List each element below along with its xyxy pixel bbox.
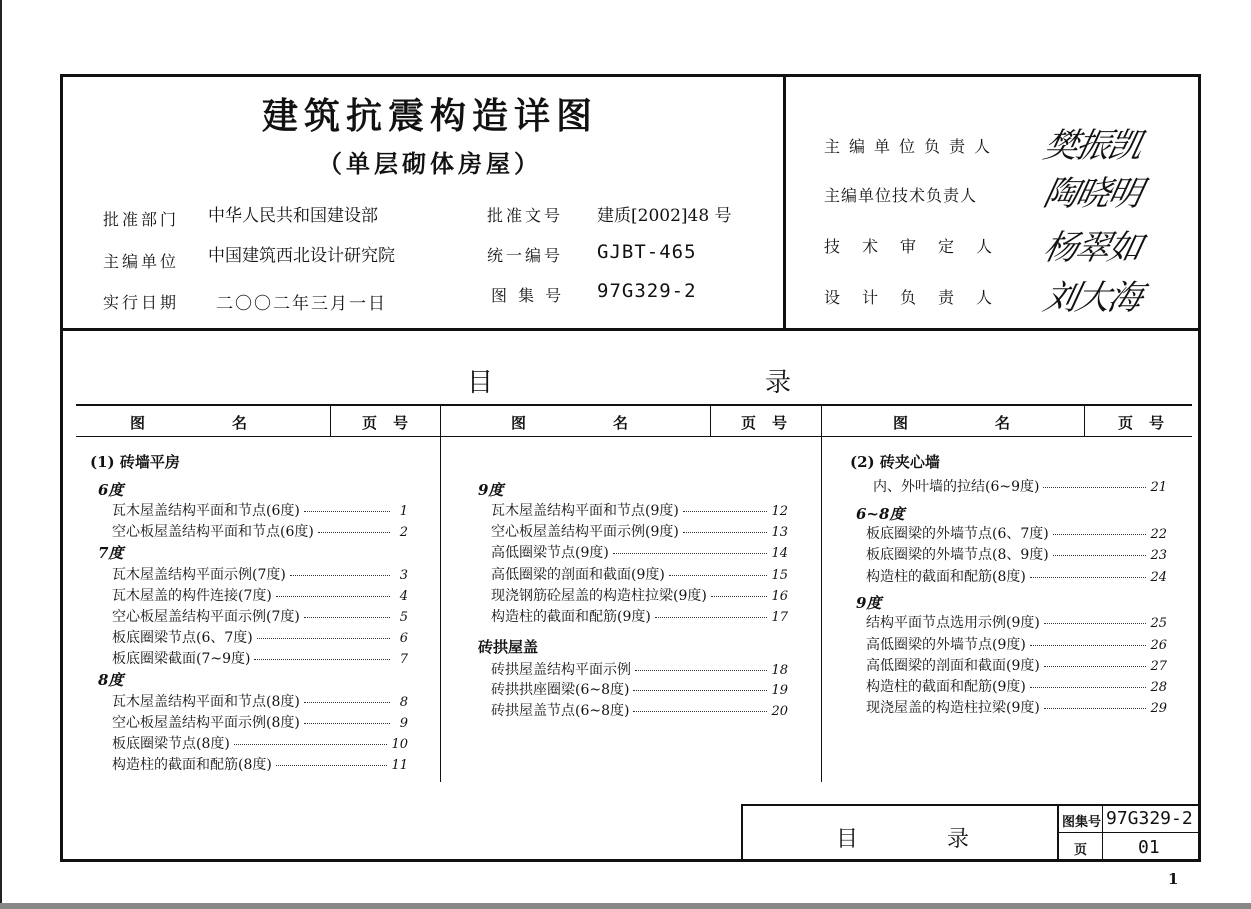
toc-group-label: 9度	[856, 594, 882, 612]
toc-entry[interactable]: 砖拱屋盖结构平面示例 18	[491, 662, 788, 678]
effective-date-value: 二〇〇二年三月一日	[216, 294, 387, 314]
toc-entry[interactable]: 构造柱的截面和配筋(8度) 24	[866, 569, 1167, 585]
unified-no-label: 统一编号	[487, 246, 564, 265]
document-subtitle: （单层砌体房屋）	[318, 149, 542, 178]
approval-doc-label: 批准文号	[487, 206, 564, 225]
toc-entry[interactable]: 构造柱的截面和配筋(9度) 28	[866, 679, 1167, 695]
toc-header-top-rule	[76, 404, 1192, 406]
atlas-no-value: 97G329-2	[597, 280, 697, 302]
toc-section-title: (1) 砖墙平房	[90, 453, 180, 471]
toc-group-label: 8度	[98, 671, 124, 689]
toc-section-title: (2) 砖夹心墙	[850, 453, 940, 471]
signature-role: 主编单位技术负责人	[824, 186, 978, 205]
signature-role: 主编单位负责人	[824, 137, 1000, 156]
handwritten-signature: 杨翠如	[1040, 228, 1145, 268]
title-block-left-rule	[741, 804, 743, 862]
toc-group-label: 7度	[98, 544, 124, 562]
col-header-name: 名	[613, 414, 629, 432]
toc-entry[interactable]: 瓦木屋盖结构平面和节点(8度) 8	[112, 694, 408, 710]
toc-entry[interactable]: 高低圈梁的剖面和截面(9度) 27	[866, 658, 1167, 674]
toc-group-label: 6~8度	[856, 505, 905, 523]
col-header-page: 页	[362, 414, 378, 432]
title-block-page-label: 页	[1074, 843, 1088, 858]
toc-entry[interactable]: 瓦木屋盖结构平面和节点(6度) 1	[112, 503, 408, 519]
col-header-name: 图	[130, 414, 146, 432]
toc-entry[interactable]: 砖拱屋盖节点(6~8度) 20	[491, 703, 788, 719]
handwritten-signature: 刘大海	[1040, 278, 1145, 318]
col-header-name: 图	[893, 414, 909, 432]
toc-header-bottom-rule	[76, 436, 1192, 437]
col-header-page: 号	[772, 414, 788, 432]
column-divider	[330, 405, 331, 436]
toc-entry[interactable]: 空心板屋盖结构平面示例(7度) 5	[112, 609, 408, 625]
title-block-divider	[1057, 804, 1059, 862]
toc-group-label: 6度	[98, 481, 124, 499]
toc-entry[interactable]: 板底圈梁的外墙节点(8、9度) 23	[866, 547, 1167, 563]
footer-page-number: 1	[1168, 870, 1179, 888]
column-divider	[821, 405, 822, 782]
toc-entry[interactable]: 板底圈梁节点(6、7度) 6	[112, 630, 408, 646]
toc-entry[interactable]: 结构平面节点选用示例(9度) 25	[866, 615, 1167, 631]
column-divider	[440, 405, 441, 782]
toc-entry[interactable]: 瓦木屋盖的构件连接(7度) 4	[112, 588, 408, 604]
toc-heading-char: 目	[467, 368, 494, 398]
toc-entry[interactable]: 瓦木屋盖结构平面和节点(9度) 12	[491, 503, 788, 519]
column-divider	[710, 405, 711, 436]
col-header-page: 号	[1149, 414, 1165, 432]
col-header-page: 页	[1118, 414, 1134, 432]
scan-edge	[0, 0, 2, 909]
toc-entry[interactable]: 现浇屋盖的构造柱拉梁(9度) 29	[866, 700, 1167, 716]
toc-entry[interactable]: 高低圈梁的剖面和截面(9度) 15	[491, 567, 788, 583]
toc-entry[interactable]: 内、外叶墙的拉结(6~9度) 21	[873, 479, 1167, 495]
header-divider	[60, 328, 1201, 331]
toc-entry[interactable]: 现浇钢筋砼屋盖的构造柱拉梁(9度) 16	[491, 588, 788, 604]
col-header-name: 名	[995, 414, 1011, 432]
toc-entry[interactable]: 空心板屋盖结构平面和节点(6度) 2	[112, 524, 408, 540]
toc-entry[interactable]: 空心板屋盖结构平面示例(8度) 9	[112, 715, 408, 731]
handwritten-signature: 樊振凯	[1040, 126, 1145, 166]
toc-entry[interactable]: 板底圈梁截面(7~9度) 7	[112, 651, 408, 667]
toc-entry[interactable]: 高低圈梁的外墙节点(9度) 26	[866, 637, 1167, 653]
effective-date-label: 实行日期	[103, 293, 180, 312]
title-block-divider	[1102, 805, 1103, 862]
col-header-page: 号	[393, 414, 409, 432]
title-block-title-char: 目	[836, 827, 859, 852]
toc-group-label: 9度	[478, 481, 504, 499]
title-block-mid-rule	[1057, 832, 1201, 833]
toc-entry[interactable]: 板底圈梁的外墙节点(6、7度) 22	[866, 526, 1167, 542]
toc-entry[interactable]: 空心板屋盖结构平面示例(9度) 13	[491, 524, 788, 540]
toc-heading-char: 录	[765, 368, 792, 398]
approval-dept-value: 中华人民共和国建设部	[208, 206, 378, 226]
title-block-top-rule	[741, 804, 1201, 806]
column-divider	[1084, 405, 1085, 436]
title-block-atlas-label: 图集号	[1062, 815, 1102, 830]
document-title: 建筑抗震构造详图	[261, 95, 598, 137]
toc-entry[interactable]: 瓦木屋盖结构平面示例(7度) 3	[112, 567, 408, 583]
editor-unit-label: 主编单位	[103, 252, 180, 271]
toc-entry[interactable]: 构造柱的截面和配筋(8度) 11	[112, 757, 408, 773]
col-header-name: 名	[232, 414, 248, 432]
toc-entry[interactable]: 构造柱的截面和配筋(9度) 17	[491, 609, 788, 625]
toc-entry[interactable]: 砖拱拱座圈梁(6~8度) 19	[491, 682, 788, 698]
col-header-page: 页	[741, 414, 757, 432]
header-vertical-divider	[783, 74, 786, 330]
title-block-atlas-value: 97G329-2	[1106, 808, 1193, 829]
toc-group-label: 砖拱屋盖	[478, 638, 539, 656]
toc-entry[interactable]: 高低圈梁节点(9度) 14	[491, 545, 788, 561]
col-header-name: 图	[511, 414, 527, 432]
signature-role: 设计负责人	[824, 288, 1015, 307]
unified-no-value: GJBT-465	[597, 241, 697, 263]
approval-dept-label: 批准部门	[103, 210, 180, 229]
viewer-bottom-bar	[0, 903, 1251, 909]
toc-entry[interactable]: 板底圈梁节点(8度) 10	[112, 736, 408, 752]
editor-unit-value: 中国建筑西北设计研究院	[208, 246, 395, 266]
handwritten-signature: 陶晓明	[1040, 174, 1145, 214]
atlas-no-label: 图 集 号	[491, 286, 565, 305]
title-block-page-value: 01	[1138, 837, 1160, 858]
title-block-title-char: 录	[947, 827, 970, 852]
signature-role: 技术审定人	[824, 237, 1015, 256]
approval-doc-value: 建质[2002]48 号	[597, 206, 732, 226]
